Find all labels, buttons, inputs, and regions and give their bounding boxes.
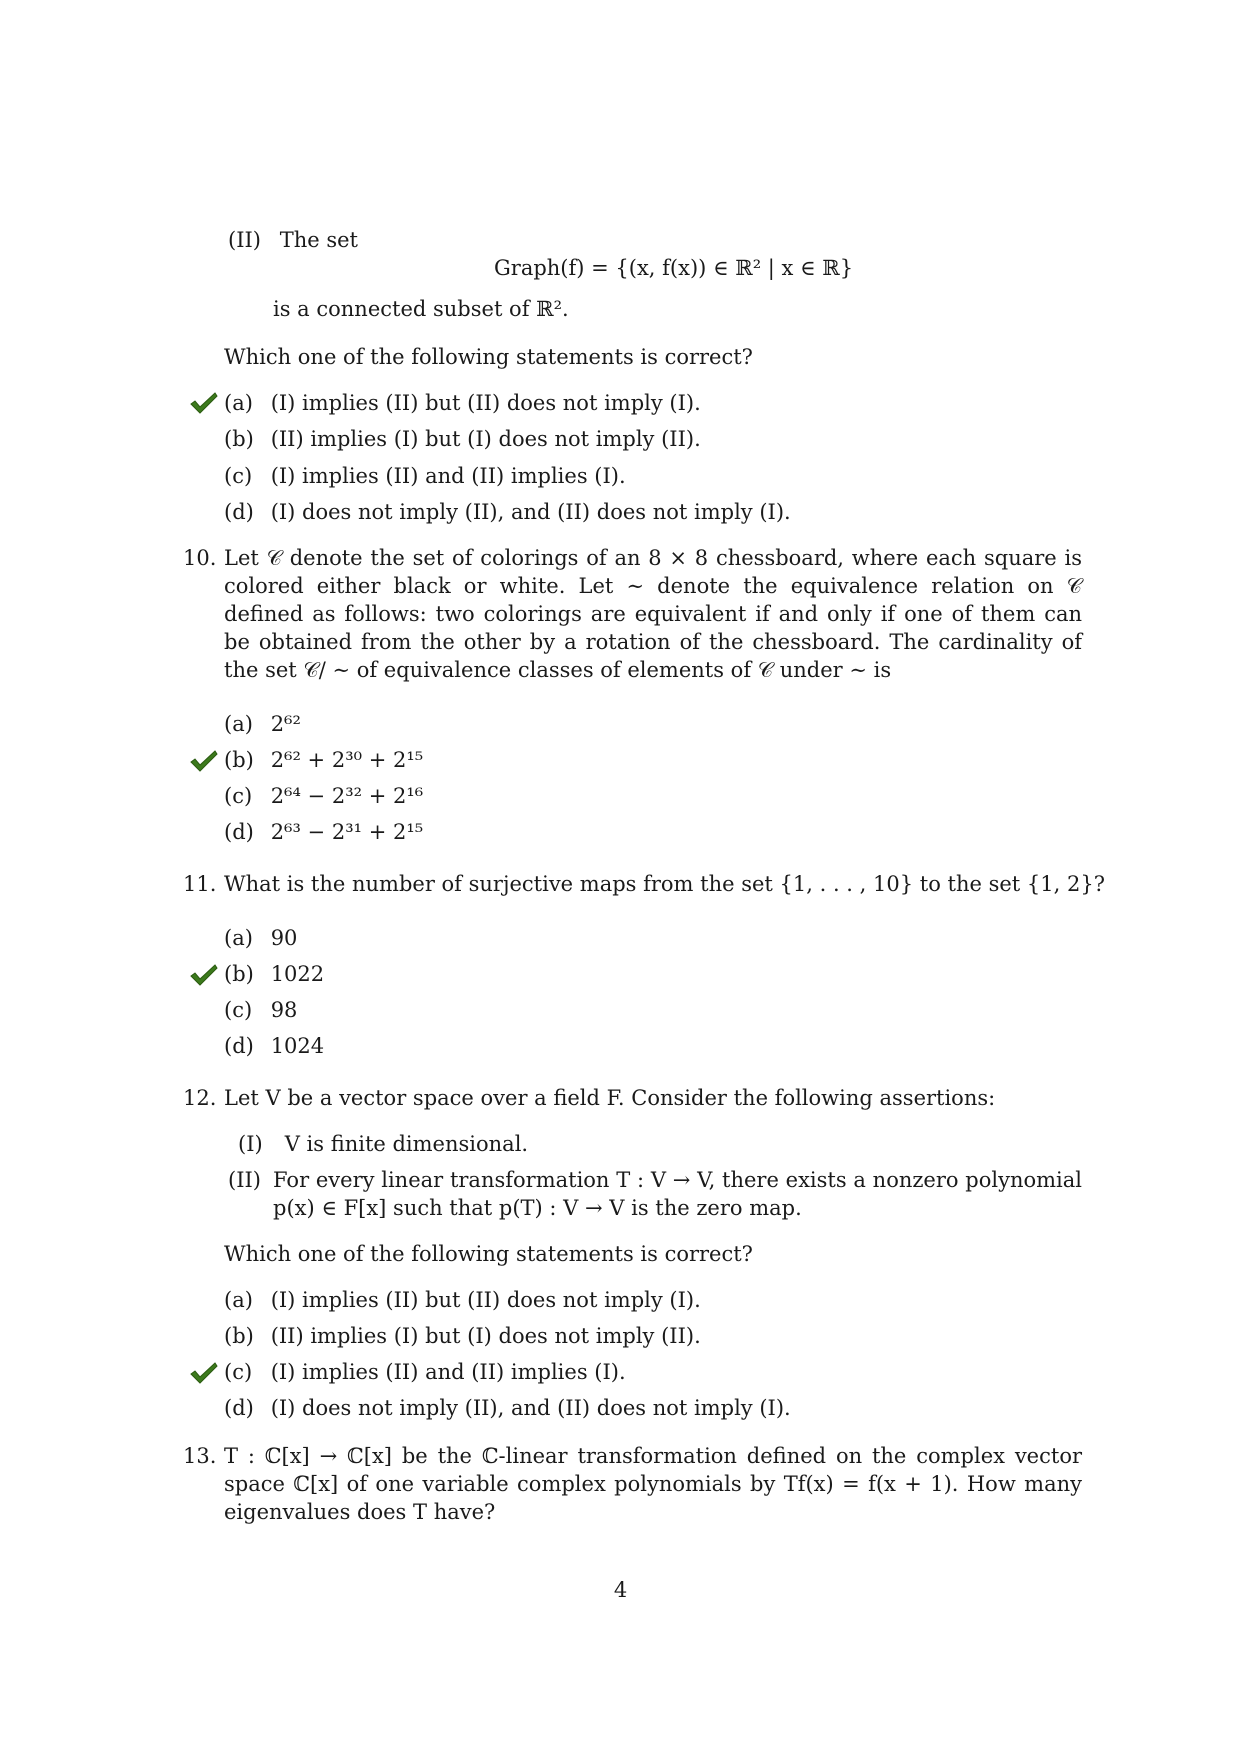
q11-option-a-text: 90 xyxy=(270,926,298,950)
q11-option-b xyxy=(224,960,324,988)
q9-item-ii-text: The set xyxy=(279,228,358,252)
q10-option-b-text: 2⁶² + 2³⁰ + 2¹⁵ xyxy=(270,748,424,772)
q11-option-b-text: 1022 xyxy=(270,962,325,986)
q9-item-ii-continuation: is a connected subset of ℝ². xyxy=(273,297,569,321)
q11-option-c xyxy=(224,996,297,1024)
q10-option-c xyxy=(224,782,423,810)
q9-option-a-text: (I) implies (II) but (II) does not imply (I). xyxy=(270,391,701,415)
q9-option-c-text: (I) implies (II) and (II) implies (I). xyxy=(270,464,626,488)
q12-option-c xyxy=(224,1358,626,1386)
q12-option-a-text: (I) implies (II) but (II) does not imply (I). xyxy=(270,1288,701,1312)
q12-number: 12. xyxy=(183,1086,217,1110)
check-mark-icon xyxy=(189,963,219,987)
q9-item-ii-label: (II) xyxy=(228,228,261,252)
q9-option-c xyxy=(224,462,626,490)
q10-option-a xyxy=(224,710,301,738)
q10-option-d xyxy=(224,818,423,846)
q10-option-a-label: (a) xyxy=(224,712,253,736)
q10-option-b xyxy=(224,746,423,774)
q11-text: What is the number of surjective maps from the set {1, . . . , 10} to the set {1, 2}? xyxy=(224,872,1105,896)
q10-option-c-text: 2⁶⁴ − 2³² + 2¹⁶ xyxy=(270,784,424,808)
q9-option-d xyxy=(224,498,791,526)
q11-option-d xyxy=(224,1032,324,1060)
q12-option-a-label: (a) xyxy=(224,1288,253,1312)
q12-option-b xyxy=(224,1322,701,1350)
q10-option-d-text: 2⁶³ − 2³¹ + 2¹⁵ xyxy=(270,820,424,844)
q12-assertion-i-text: V is finite dimensional. xyxy=(284,1132,529,1156)
check-mark-icon xyxy=(189,1361,219,1385)
q9-option-b-label: (b) xyxy=(224,427,254,451)
q9-item-ii xyxy=(228,226,358,254)
q9-option-d-label: (d) xyxy=(224,500,254,524)
q11-option-a-label: (a) xyxy=(224,926,253,950)
q10-option-d-label: (d) xyxy=(224,820,254,844)
q10-option-b-label: (b) xyxy=(224,748,254,772)
q10-text: Let 𝒞 denote the set of colorings of an 8 × 8 chessboard, where each square is colored either black or white. Let ∼ denote the equivalence relation on 𝒞 defined as follows: two colorings are equivalent if and only if one of them can be obtained from the other by a rotation of the chessboard. The cardinality of the set 𝒞/ ∼ of equivalence classes of elements of 𝒞 under ∼ is xyxy=(224,546,1082,682)
q12-option-d xyxy=(224,1394,791,1422)
q11-option-b-label: (b) xyxy=(224,962,254,986)
check-mark-icon xyxy=(189,391,219,415)
q12-assertion-ii-text: For every linear transformation T : V → V, there exists a nonzero polynomial p(x) ∈ F[x] such that p(T) : V → V is the zero map. xyxy=(273,1168,1082,1220)
q13-number: 13. xyxy=(183,1444,217,1468)
q12-option-d-text: (I) does not imply (II), and (II) does not imply (I). xyxy=(270,1396,791,1420)
q10-option-a-text: 2⁶² xyxy=(270,712,301,736)
q12-text: Let V be a vector space over a field F. Consider the following assertions: xyxy=(224,1086,996,1110)
q9-option-a-label: (a) xyxy=(224,391,253,415)
q12-option-c-text: (I) implies (II) and (II) implies (I). xyxy=(270,1360,626,1384)
q11-number: 11. xyxy=(183,872,217,896)
q11-option-d-text: 1024 xyxy=(270,1034,325,1058)
page-number: 4 xyxy=(613,1578,628,1602)
q12-prompt: Which one of the following statements is correct? xyxy=(224,1242,753,1266)
q9-option-c-label: (c) xyxy=(224,464,253,488)
q12-assertion-i-label: (I) xyxy=(238,1132,263,1156)
q11-option-c-text: 98 xyxy=(270,998,298,1022)
q12-option-a xyxy=(224,1286,701,1314)
q9-prompt: Which one of the following statements is correct? xyxy=(224,345,753,369)
q11-option-d-label: (d) xyxy=(224,1034,254,1058)
q12-option-b-text: (II) implies (I) but (I) does not imply (II). xyxy=(270,1324,701,1348)
q12-assertion-i xyxy=(238,1130,528,1158)
q11-option-c-label: (c) xyxy=(224,998,253,1022)
q12-option-b-label: (b) xyxy=(224,1324,254,1348)
q9-option-b-text: (II) implies (I) but (I) does not imply (II). xyxy=(270,427,701,451)
q9-option-a xyxy=(224,389,701,417)
q9-option-d-text: (I) does not imply (II), and (II) does not imply (I). xyxy=(270,500,791,524)
q12-assertion-ii-label: (II) xyxy=(228,1168,261,1192)
q12-option-d-label: (d) xyxy=(224,1396,254,1420)
q9-graph-formula: Graph(f) = {(x, f(x)) ∈ ℝ² | x ∈ ℝ} xyxy=(494,256,854,280)
q10-number: 10. xyxy=(183,546,217,570)
q12-option-c-label: (c) xyxy=(224,1360,253,1384)
q11-option-a xyxy=(224,924,297,952)
check-mark-icon xyxy=(189,749,219,773)
q9-option-b xyxy=(224,425,701,453)
q10-option-c-label: (c) xyxy=(224,784,253,808)
q13-text: T : ℂ[x] → ℂ[x] be the ℂ-linear transformation defined on the complex vector space ℂ[x] of one variable complex polynomials by Tf(x) = f(x + 1). How many eigenvalues does T have? xyxy=(224,1444,1082,1524)
